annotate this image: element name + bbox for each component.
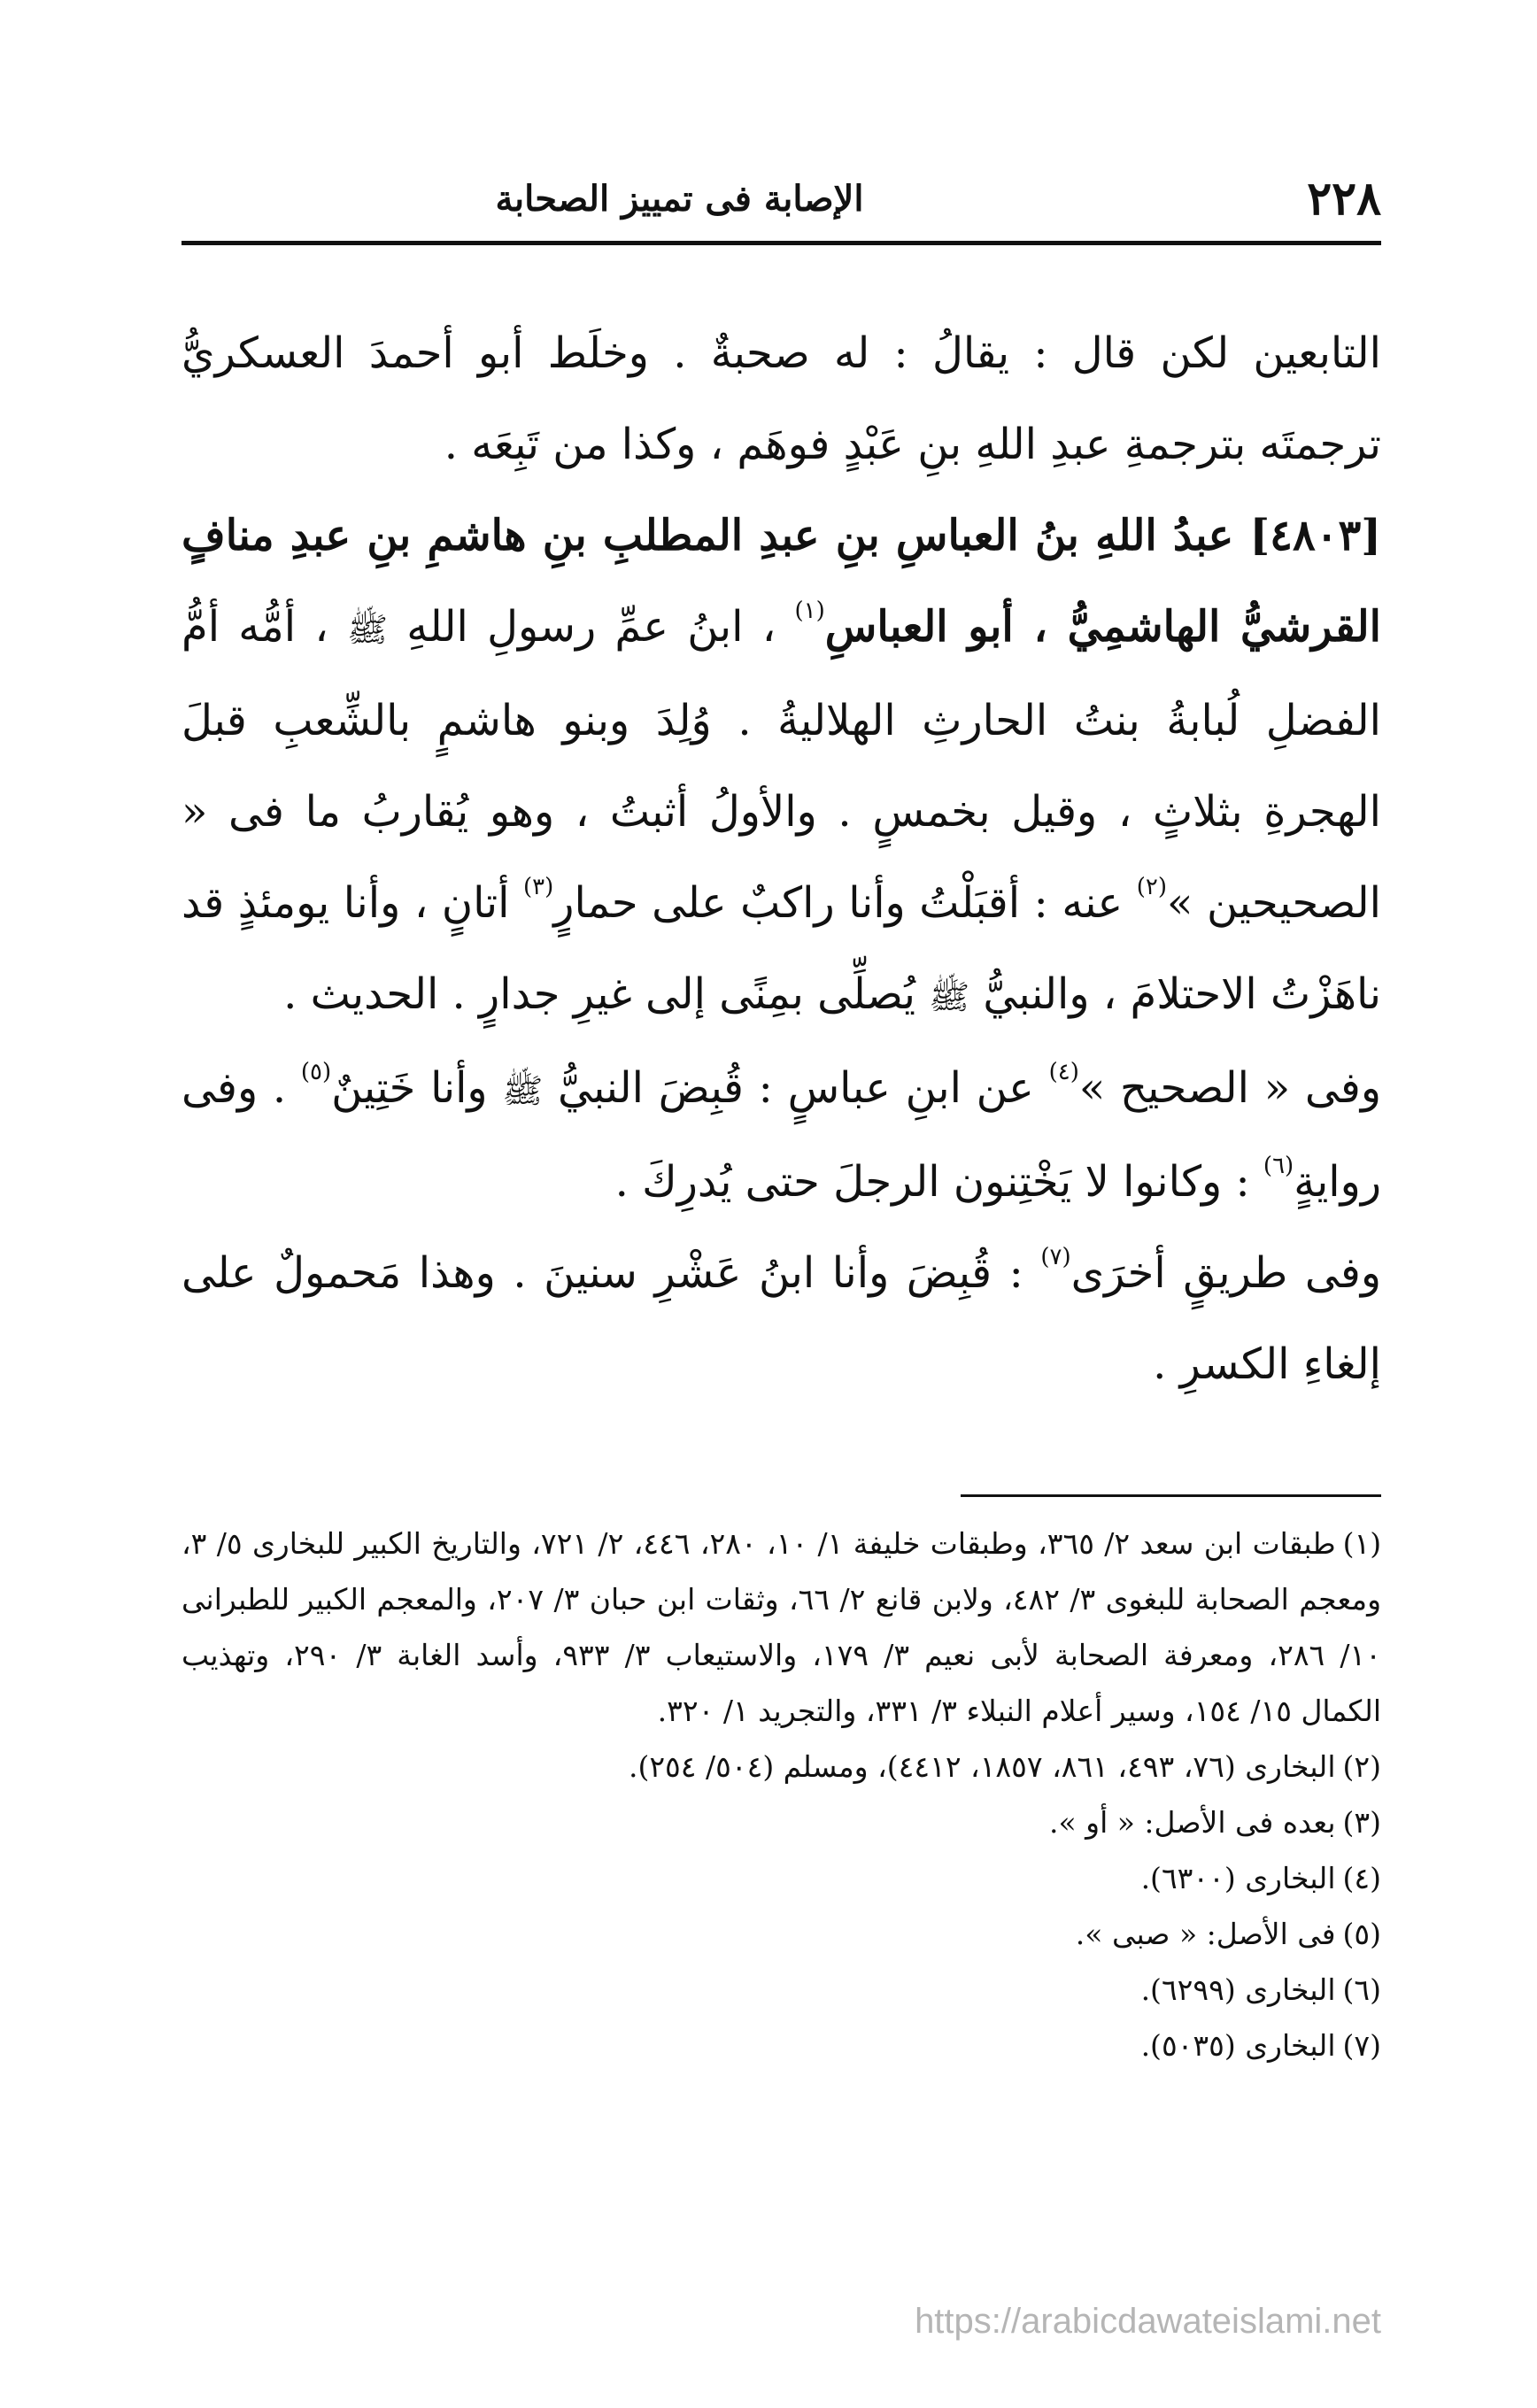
page-header	[182, 173, 1381, 226]
footnote-4	[182, 1850, 1381, 1906]
salawat-ligature: ﷺ	[347, 610, 388, 649]
footnote-ref-1[interactable]: (١)	[794, 598, 825, 624]
footnote-number: (٦)	[1342, 1972, 1381, 2007]
footnote-number: (٧)	[1342, 2028, 1381, 2063]
text-span: ، ابنُ عمِّ رسولِ اللهِ	[387, 602, 795, 652]
footnote-6	[182, 1962, 1381, 2018]
footnote-separator	[961, 1494, 1381, 1497]
footnote-number: (٥)	[1342, 1917, 1381, 1951]
paragraph-other-route	[182, 1228, 1381, 1410]
footnote-ref-3[interactable]: (٣)	[523, 874, 554, 900]
main-text	[182, 308, 1381, 1410]
footnote-ref-5[interactable]: (٥)	[300, 1059, 332, 1085]
paragraph-continuation: التابعين لكن قال : يقالُ : له صحبةٌ . وخلَط أبو أحمدَ العسكريُّ ترجمتَه بترجمةِ عبدِ اللهِ بنِ عَبْدٍ فوهَم ، وكذا من تَبِعَه .	[182, 328, 1381, 469]
footnote-ref-7[interactable]: (٧)	[1040, 1244, 1071, 1270]
paragraph-entry-4803	[182, 490, 1381, 1043]
footnote-7	[182, 2018, 1381, 2073]
footnote-3	[182, 1794, 1381, 1850]
running-title: الإصابة فى تمييز الصحابة	[495, 178, 864, 220]
text-span: : قُبِضَ وأنا ابنُ عَشْرِ سنينَ . وهذا مَحمولٌ على إلغاءِ الكسرِ .	[182, 1248, 1381, 1389]
footnotes-block	[182, 1516, 1381, 2073]
footnote-ref-6[interactable]: (٦)	[1263, 1153, 1294, 1179]
text-span: ، أمُّه أمُّ الفضلِ لُبابةُ بنتُ الحارثِ الهلاليةُ . وُلِدَ وبنو هاشمٍ بالشِّعبِ قبلَ الهجرةِ بثلاثٍ ، وقيل بخمسٍ . والأولُ أثبتُ ، وهو يُقاربُ ما فى « الصحيحين »	[182, 602, 1382, 928]
footnote-text: البخارى (٦٣٠٠).	[1140, 1861, 1336, 1895]
text-span: يُصلِّى بمِنًى إلى غيرِ جدارٍ . الحديث .	[283, 969, 930, 1019]
entry-heading: [٤٨٠٣] عبدُ اللهِ بنُ العباسِ بنِ عبدِ المطلبِ بنِ هاشمِ بنِ عبدِ منافٍ القرشيُّ الهاشمِيُّ ، أبو العباسِ	[182, 511, 1381, 652]
footnote-text: فى الأصل: « صبى ».	[1075, 1917, 1336, 1951]
text-span: : وكانوا لا يَخْتِنون الرجلَ حتى يُدرِكَ .	[614, 1157, 1263, 1207]
footnote-5	[182, 1906, 1381, 1962]
footnote-number: (٢)	[1342, 1749, 1381, 1784]
footnote-text: بعده فى الأصل: « أو ».	[1048, 1805, 1336, 1840]
header-rule	[182, 241, 1381, 245]
footnote-2	[182, 1739, 1381, 1794]
watermark-url: https://arabicdawateislami.net	[915, 2302, 1381, 2341]
text-span: وأنا خَتِينٌ	[331, 1063, 503, 1113]
footnote-1	[182, 1516, 1381, 1739]
footnote-text: البخارى (٥٠٣٥).	[1140, 2028, 1336, 2063]
text-span: عن ابنِ عباسٍ : قُبِضَ النبيُّ	[543, 1063, 1049, 1113]
footnote-ref-4[interactable]: (٤)	[1048, 1059, 1079, 1085]
footnote-text: البخارى (٦٢٩٩).	[1140, 1972, 1336, 2007]
salawat-ligature: ﷺ	[929, 977, 970, 1016]
text-span: عنه : أقبَلْتُ وأنا راكبٌ على حمارٍ	[553, 878, 1137, 928]
footnote-number: (١)	[1342, 1526, 1382, 1561]
text-span: أتانٍ ، وأنا يومئذٍ قد ناهَزْتُ الاحتلامَ ، والنبيُّ	[182, 878, 1381, 1019]
footnote-ref-2[interactable]: (٢)	[1136, 874, 1168, 900]
footnote-number: (٤)	[1342, 1861, 1381, 1895]
text-span: وفى طريقٍ أخرَى	[1070, 1248, 1381, 1298]
page-number: ٢٢٨	[1307, 172, 1381, 226]
footnote-text: البخارى (٧٦، ٤٩٣، ٨٦١، ١٨٥٧، ٤٤١٢)، ومسلم (٥٠٤/ ٢٥٤).	[628, 1749, 1336, 1784]
paragraph-sahih	[182, 1043, 1381, 1228]
text-span: وفى « الصحيح »	[1078, 1063, 1382, 1113]
text-span: . وفى روايةٍ	[182, 1063, 1381, 1207]
footnote-number: (٣)	[1342, 1805, 1381, 1840]
salawat-ligature: ﷺ	[502, 1071, 544, 1110]
footnote-text: طبقات ابن سعد ٢/ ٣٦٥، وطبقات خليفة ١/ ١٠، ٢٨٠، ٤٤٦، ٢/ ٧٢١، والتاريخ الكبير للبخارى ٥/ ٣، ومعجم الصحابة للبغوى ٣/ ٤٨٢، ولابن قانع ٢/ ٦٦، وثقات ابن حبان ٣/ ٢٠٧، والمعجم الكبير للطبرانى ١٠/ ٢٨٦، ومعرفة الصحابة لأبى نعيم ٣/ ١٧٩، والاستيعاب ٣/ ٩٣٣، وأسد الغابة ٣/ ٢٩٠، وتهذيب الكمال ١٥/ ١٥٤، وسير أعلام النبلاء ٣/ ٣٣١، والتجريد ١/ ٣٢٠.	[182, 1526, 1382, 1728]
